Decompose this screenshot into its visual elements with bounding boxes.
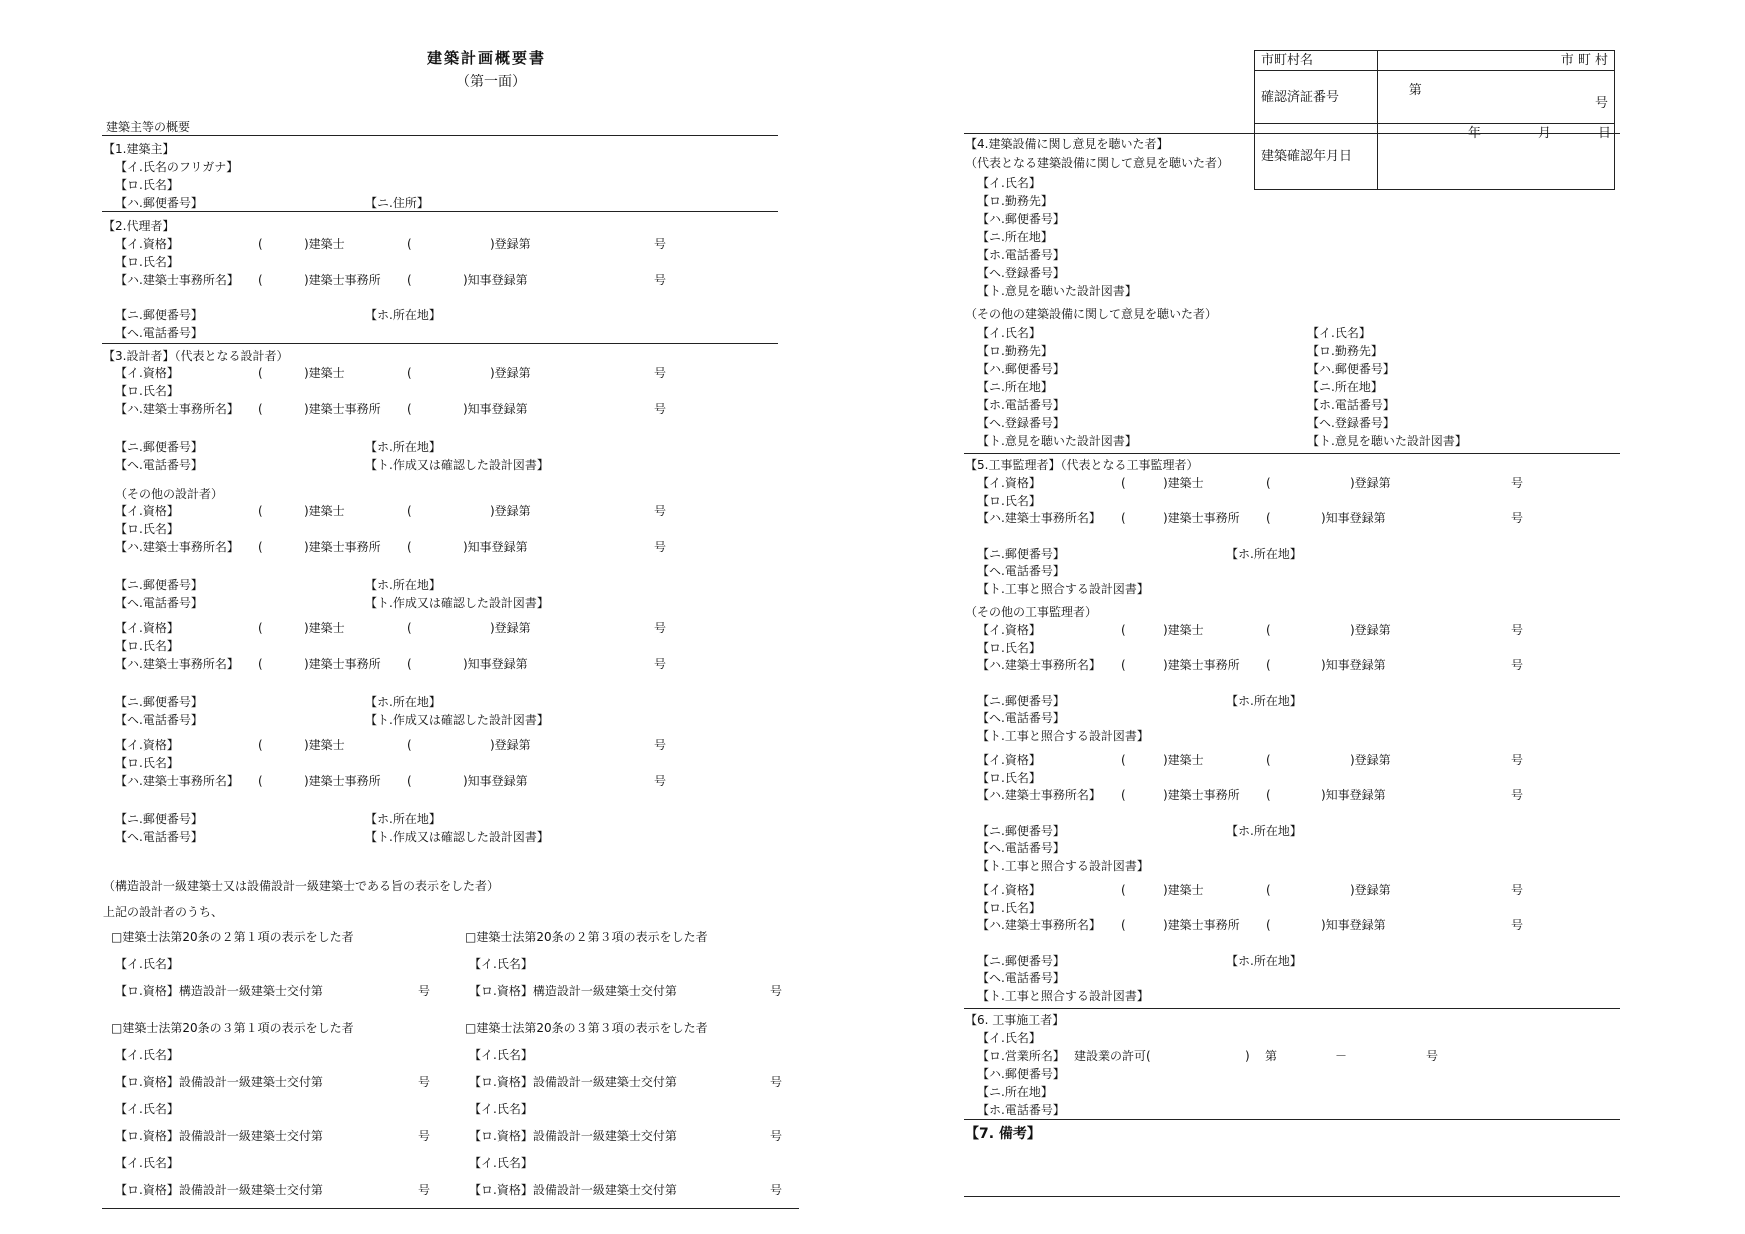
section-header: 建築主等の概要 [106,120,191,134]
architect-label: )建築士 [1163,753,1204,767]
paren: ( [407,402,412,416]
consultant-phone-label: 【ホ.電話番号】 [977,248,1065,262]
number-suffix: 号 [654,504,667,518]
paren: ( [1266,918,1271,932]
consultant-phone-label: 【ホ.電話番号】 [1307,398,1395,412]
governor-registration-label: )知事登録第 [463,273,528,287]
supervisor-name-label: 【ロ.氏名】 [977,641,1041,655]
governor-registration-label: )知事登録第 [463,774,528,788]
designer-office-label: 【ハ.建築士事務所名】 [115,402,239,416]
designer-office-label: 【ハ.建築士事務所名】 [115,657,239,671]
number-suffix: 号 [418,1129,431,1143]
architect-certificate-label: 【ロ.資格】設備設計一級建築士交付第 [469,1129,677,1143]
architect-name-label: 【イ.氏名】 [469,1156,533,1170]
paren: ( [407,366,412,380]
paren: ( [1121,476,1126,490]
governor-registration-label: )知事登録第 [1321,658,1386,672]
paren: ( [258,657,263,671]
designer-name-label: 【ロ.氏名】 [115,756,179,770]
designer-phone-label: 【ヘ.電話番号】 [115,713,203,727]
article-20-3-para-1-checkbox-label: □建築士法第20条の３第１項の表示をした者 [111,1021,354,1035]
designer-qualification-label: 【イ.資格】 [115,621,179,635]
section-3-title: 【3.設計者】（代表となる設計者） [103,349,289,363]
number-suffix: 号 [1426,1049,1439,1063]
supervisor-drawings-label: 【ト.工事と照合する設計図書】 [977,582,1149,596]
designer-location-label: 【ホ.所在地】 [365,695,441,709]
architect-name-label: 【イ.氏名】 [115,957,179,971]
supervisor-name-label: 【ロ.氏名】 [977,771,1041,785]
divider [102,135,778,136]
supervisor-postal-label: 【ニ.郵便番号】 [977,547,1065,561]
governor-registration-label: )知事登録第 [1321,788,1386,802]
designer-phone-label: 【ヘ.電話番号】 [115,830,203,844]
page-title: 建築計画概要書 [427,49,547,67]
supervisor-office-label: 【ハ.建築士事務所名】 [977,788,1101,802]
divider [964,453,1620,454]
architect-label: )建築士 [1163,476,1204,490]
consultant-regno-label: 【ヘ.登録番号】 [977,266,1065,280]
consultant-workplace-label: 【ロ.勤務先】 [977,194,1053,208]
supervisor-drawings-label: 【ト.工事と照合する設計図書】 [977,729,1149,743]
agent-office-label: 【ハ.建築士事務所名】 [115,273,239,287]
supervisor-name-label: 【ロ.氏名】 [977,494,1041,508]
contractor-location-label: 【ニ.所在地】 [977,1085,1053,1099]
paren: ( [1266,788,1271,802]
architect-name-label: 【イ.氏名】 [115,1048,179,1062]
paren: ( [1266,883,1271,897]
other-supervisors-label: （その他の工事監理者） [965,605,1098,619]
supervisor-qualification-label: 【イ.資格】 [977,883,1041,897]
number-suffix: 号 [1511,918,1524,932]
consultant-regno-label: 【ヘ.登録番号】 [977,416,1065,430]
supervisor-name-label: 【ロ.氏名】 [977,901,1041,915]
designer-office-label: 【ハ.建築士事務所名】 [115,540,239,554]
supervisor-location-label: 【ホ.所在地】 [1226,824,1302,838]
registration-label: )登録第 [490,366,531,380]
registration-label: )登録第 [1350,753,1391,767]
supervisor-qualification-label: 【イ.資格】 [977,476,1041,490]
number-suffix: 号 [418,984,431,998]
number-suffix: 号 [654,237,667,251]
consultant-drawings-label: 【ト.意見を聴いた設計図書】 [1307,434,1467,448]
number-suffix: 号 [1511,788,1524,802]
number-suffix: 号 [1511,753,1524,767]
paren: ( [407,621,412,635]
paren: ( [407,774,412,788]
architect-certificate-label: 【ロ.資格】設備設計一級建築士交付第 [469,1183,677,1197]
section-4-title: 【4.建築設備に関し意見を聴いた者】 [965,137,1169,151]
supervisor-qualification-label: 【イ.資格】 [977,753,1041,767]
certificate-number-label: 確認済証番号 [1255,71,1378,124]
paren: ( [258,621,263,635]
section-6-title: 【6. 工事施工者】 [965,1013,1065,1027]
section-5-title: 【5.工事監理者】（代表となる工事監理者） [965,458,1199,472]
designer-location-label: 【ホ.所在地】 [365,578,441,592]
designer-drawings-label: 【ト.作成又は確認した設計図書】 [365,713,549,727]
permit-dash: － [1335,1049,1348,1063]
office-kind-label: )建築士事務所 [304,774,381,788]
registration-label: )登録第 [1350,623,1391,637]
architect-name-label: 【イ.氏名】 [469,1102,533,1116]
architect-label: )建築士 [304,504,345,518]
designer-location-label: 【ホ.所在地】 [365,812,441,826]
consultant-postal-label: 【ハ.郵便番号】 [977,212,1065,226]
divider [102,211,778,212]
permit-dai: 第 [1265,1049,1278,1063]
designer-location-label: 【ホ.所在地】 [365,440,441,454]
designer-name-label: 【ロ.氏名】 [115,639,179,653]
office-kind-label: )建築士事務所 [1163,511,1240,525]
registration-label: )登録第 [1350,883,1391,897]
paren: ( [407,540,412,554]
paren: ( [258,504,263,518]
supervisor-phone-label: 【ヘ.電話番号】 [977,841,1065,855]
paren: ( [407,738,412,752]
designer-qualification-label: 【イ.資格】 [115,366,179,380]
paren: ( [258,774,263,788]
paren: ( [1121,883,1126,897]
consultant-name-label: 【イ.氏名】 [977,326,1041,340]
construction-permit-label: 建設業の許可( [1074,1049,1151,1063]
month-label: 月 [1538,126,1552,141]
consultant-name-label: 【イ.氏名】 [1307,326,1371,340]
paren: ( [258,366,263,380]
designer-qualification-label: 【イ.資格】 [115,738,179,752]
architect-label: )建築士 [304,366,345,380]
consultant-drawings-label: 【ト.意見を聴いた設計図書】 [977,284,1137,298]
office-kind-label: )建築士事務所 [1163,918,1240,932]
registration-label: )登録第 [490,621,531,635]
paren: ( [258,273,263,287]
number-suffix: 号 [654,402,667,416]
consultant-regno-label: 【ヘ.登録番号】 [1307,416,1395,430]
supervisor-location-label: 【ホ.所在地】 [1226,694,1302,708]
designer-office-label: 【ハ.建築士事務所名】 [115,774,239,788]
supervisor-office-label: 【ハ.建築士事務所名】 [977,658,1101,672]
architect-label: )建築士 [304,621,345,635]
number-suffix: 号 [654,273,667,287]
rep-equipment-consultant-label: （代表となる建築設備に関して意見を聴いた者） [965,156,1230,170]
confirmation-date-label: 建築確認年月日 [1255,124,1378,190]
architect-certificate-label: 【ロ.資格】設備設計一級建築士交付第 [115,1075,323,1089]
governor-registration-label: )知事登録第 [1321,918,1386,932]
office-kind-label: )建築士事務所 [304,657,381,671]
paren: ( [407,504,412,518]
designer-postal-label: 【ニ.郵便番号】 [115,695,203,709]
number-suffix: 号 [654,657,667,671]
architect-certificate-label: 【ロ.資格】設備設計一級建築士交付第 [115,1183,323,1197]
supervisor-qualification-label: 【イ.資格】 [977,623,1041,637]
divider [964,133,1620,134]
divider [964,1119,1620,1120]
paren: ( [1121,511,1126,525]
paren: ( [407,237,412,251]
designer-name-label: 【ロ.氏名】 [115,522,179,536]
number-suffix: 号 [770,1129,783,1143]
paren: ( [1266,511,1271,525]
office-kind-label: )建築士事務所 [1163,788,1240,802]
registration-label: )登録第 [490,504,531,518]
consultant-location-label: 【ニ.所在地】 [977,230,1053,244]
divider [102,1208,799,1209]
registration-label: )登録第 [490,738,531,752]
architect-name-label: 【イ.氏名】 [469,1048,533,1062]
architect-certificate-label: 【ロ.資格】構造設計一級建築士交付第 [115,984,323,998]
owner-furigana-label: 【イ.氏名のフリガナ】 [115,160,239,174]
article-20-2-para-1-checkbox-label: □建築士法第20条の２第１項の表示をした者 [111,930,354,944]
agent-qualification-label: 【イ.資格】 [115,237,179,251]
designer-postal-label: 【ニ.郵便番号】 [115,812,203,826]
paren: ( [1121,623,1126,637]
architect-label: )建築士 [1163,883,1204,897]
paren: ( [258,402,263,416]
consultant-workplace-label: 【ロ.勤務先】 [977,344,1053,358]
cert-suffix: 号 [1594,96,1608,111]
architect-name-label: 【イ.氏名】 [469,957,533,971]
supervisor-postal-label: 【ニ.郵便番号】 [977,954,1065,968]
divider [964,1196,1620,1197]
supervisor-phone-label: 【ヘ.電話番号】 [977,564,1065,578]
owner-address-label: 【ニ.住所】 [365,196,429,210]
consultant-drawings-label: 【ト.意見を聴いた設計図書】 [977,434,1137,448]
municipality-value: 市 町 村 [1378,51,1615,71]
governor-registration-label: )知事登録第 [463,540,528,554]
architect-name-label: 【イ.氏名】 [115,1156,179,1170]
article-20-3-para-3-checkbox-label: □建築士法第20条の３第３項の表示をした者 [465,1021,708,1035]
architect-certificate-label: 【ロ.資格】設備設計一級建築士交付第 [115,1129,323,1143]
number-suffix: 号 [418,1075,431,1089]
architect-certificate-label: 【ロ.資格】構造設計一級建築士交付第 [469,984,677,998]
paren: ( [407,273,412,287]
supervisor-office-label: 【ハ.建築士事務所名】 [977,511,1101,525]
number-suffix: 号 [654,366,667,380]
architect-name-label: 【イ.氏名】 [115,1102,179,1116]
paren: ( [258,540,263,554]
consultant-name-label: 【イ.氏名】 [977,176,1041,190]
designer-postal-label: 【ニ.郵便番号】 [115,440,203,454]
registration-label: )登録第 [1350,476,1391,490]
designer-postal-label: 【ニ.郵便番号】 [115,578,203,592]
paren: ( [1266,476,1271,490]
number-suffix: 号 [654,738,667,752]
paren: ( [1121,918,1126,932]
paren: ( [1121,658,1126,672]
registration-label: )登録第 [490,237,531,251]
cert-prefix: 第 [1408,83,1422,98]
day-label: 日 [1598,126,1612,141]
number-suffix: 号 [1511,623,1524,637]
consultant-postal-label: 【ハ.郵便番号】 [1307,362,1395,376]
year-label: 年 [1468,126,1482,141]
agent-name-label: 【ロ.氏名】 [115,255,179,269]
page-subtitle: （第一面） [456,74,526,90]
agent-location-label: 【ホ.所在地】 [365,308,441,322]
consultant-postal-label: 【ハ.郵便番号】 [977,362,1065,376]
architect-certificate-label: 【ロ.資格】設備設計一級建築士交付第 [469,1075,677,1089]
supervisor-postal-label: 【ニ.郵便番号】 [977,824,1065,838]
agent-phone-label: 【ヘ.電話番号】 [115,326,203,340]
contractor-name-label: 【イ.氏名】 [977,1031,1041,1045]
designer-drawings-label: 【ト.作成又は確認した設計図書】 [365,830,549,844]
office-kind-label: )建築士事務所 [304,540,381,554]
consultant-location-label: 【ニ.所在地】 [1307,380,1383,394]
consultant-location-label: 【ニ.所在地】 [977,380,1053,394]
paren: ( [407,657,412,671]
designer-drawings-label: 【ト.作成又は確認した設計図書】 [365,458,549,472]
number-suffix: 号 [654,774,667,788]
number-suffix: 号 [770,1183,783,1197]
number-suffix: 号 [1511,883,1524,897]
architect-label: )建築士 [1163,623,1204,637]
agent-postal-label: 【ニ.郵便番号】 [115,308,203,322]
article-20-2-para-3-checkbox-label: □建築士法第20条の２第３項の表示をした者 [465,930,708,944]
supervisor-location-label: 【ホ.所在地】 [1226,547,1302,561]
number-suffix: 号 [654,540,667,554]
consultant-workplace-label: 【ロ.勤務先】 [1307,344,1383,358]
office-kind-label: )建築士事務所 [304,273,381,287]
number-suffix: 号 [1511,476,1524,490]
supervisor-postal-label: 【ニ.郵便番号】 [977,694,1065,708]
structural-heading: （構造設計一級建築士又は設備設計一級建築士である旨の表示をした者） [103,879,500,893]
paren: ( [1266,658,1271,672]
supervisor-phone-label: 【ヘ.電話番号】 [977,971,1065,985]
structural-intro: 上記の設計者のうち、 [103,905,224,919]
certificate-number-value [1378,71,1615,124]
governor-registration-label: )知事登録第 [1321,511,1386,525]
office-kind-label: )建築士事務所 [304,402,381,416]
contractor-postal-label: 【ハ.郵便番号】 [977,1067,1065,1081]
governor-registration-label: )知事登録第 [463,402,528,416]
divider [102,343,778,344]
designer-phone-label: 【ヘ.電話番号】 [115,458,203,472]
number-suffix: 号 [418,1183,431,1197]
designer-drawings-label: 【ト.作成又は確認した設計図書】 [365,596,549,610]
consultant-phone-label: 【ホ.電話番号】 [977,398,1065,412]
paren: ( [258,738,263,752]
number-suffix: 号 [654,621,667,635]
confirmation-info-table [1254,50,1615,190]
other-equipment-consultant-label: （その他の建築設備に関して意見を聴いた者） [965,307,1218,321]
paren: ( [1266,623,1271,637]
paren: ( [1266,753,1271,767]
architect-label: )建築士 [304,237,345,251]
divider [964,1008,1620,1009]
office-kind-label: )建築士事務所 [1163,658,1240,672]
paren: ( [1121,753,1126,767]
supervisor-phone-label: 【ヘ.電話番号】 [977,711,1065,725]
owner-postal-label: 【ハ.郵便番号】 [115,196,203,210]
designer-name-label: 【ロ.氏名】 [115,384,179,398]
supervisor-drawings-label: 【ト.工事と照合する設計図書】 [977,989,1149,1003]
designer-qualification-label: 【イ.資格】 [115,504,179,518]
paren: ( [1121,788,1126,802]
owner-name-label: 【ロ.氏名】 [115,178,179,192]
other-designers-label: （その他の設計者） [115,487,224,501]
governor-registration-label: )知事登録第 [463,657,528,671]
paren: ( [258,237,263,251]
supervisor-drawings-label: 【ト.工事と照合する設計図書】 [977,859,1149,873]
number-suffix: 号 [770,1075,783,1089]
number-suffix: 号 [770,984,783,998]
number-suffix: 号 [1511,658,1524,672]
municipality-label: 市町村名 [1255,51,1378,71]
section-7-title: 【7. 備考】 [965,1126,1041,1142]
contractor-office-label: 【ロ.営業所名】 [977,1049,1065,1063]
supervisor-location-label: 【ホ.所在地】 [1226,954,1302,968]
contractor-phone-label: 【ホ.電話番号】 [977,1103,1065,1117]
paren: ) [1245,1049,1250,1063]
number-suffix: 号 [1511,511,1524,525]
architect-label: )建築士 [304,738,345,752]
designer-phone-label: 【ヘ.電話番号】 [115,596,203,610]
supervisor-office-label: 【ハ.建築士事務所名】 [977,918,1101,932]
section-2-title: 【2.代理者】 [103,219,175,233]
section-1-title: 【1.建築主】 [103,142,175,156]
